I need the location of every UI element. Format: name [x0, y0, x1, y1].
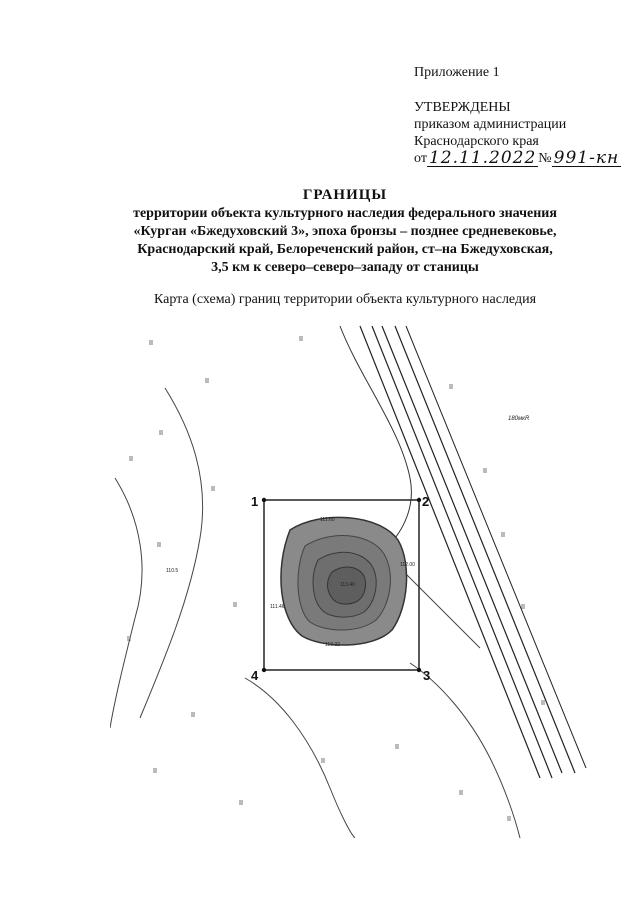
road-line: [406, 326, 586, 768]
boundary-point-3: [417, 668, 421, 672]
elevation-mark: 112.22: [325, 642, 340, 648]
corner-label: 4: [251, 668, 259, 683]
heading-line-2: «Курган «Бжедуховский 3», эпоха бронзы – позднее средневековье,: [133, 224, 557, 239]
order-by-label: приказом администрации: [414, 117, 567, 132]
contour-line: [400, 568, 480, 648]
approved-label: УТВЕРЖДЕНЫ: [414, 100, 511, 115]
appendix-label: Приложение 1: [414, 65, 500, 80]
boundary-map: [110, 318, 640, 838]
corner-label: 1: [251, 494, 259, 509]
order-date-number: [414, 150, 634, 167]
heading-line-3: Краснодарский край, Белореченский район, ст–на Бжедуховская,: [137, 242, 553, 257]
from-label: от: [414, 151, 427, 166]
elevation-mark: 111.46: [270, 604, 285, 610]
order-number: 991-кн: [553, 148, 620, 168]
road-label: 180мкR: [508, 416, 530, 422]
document-heading: [60, 186, 630, 277]
map-caption: Карта (схема) границ территории объекта культурного наследия: [153, 292, 537, 307]
region-label: Краснодарского края: [414, 134, 539, 149]
contour-line: [410, 663, 520, 838]
road-line: [395, 326, 575, 773]
heading-line-4: 3,5 км к северо–северо–западу от станицы: [211, 260, 479, 275]
elevation-mark: 111.60: [320, 517, 335, 523]
boundary-point-2: [417, 498, 421, 502]
contour-line: [245, 678, 355, 838]
elevation-mark: 112.00: [400, 562, 415, 568]
approval-block: [414, 64, 634, 167]
contour-line: [140, 388, 203, 718]
corner-label: 2: [422, 494, 430, 509]
map-drawing: [110, 318, 640, 838]
order-date: 12.11.2022: [428, 148, 537, 168]
corner-label: 3: [423, 668, 431, 683]
heading-title: ГРАНИЦЫ: [302, 187, 388, 203]
contour-line: [110, 478, 142, 728]
road-line: [382, 326, 562, 773]
number-label: №: [538, 151, 552, 166]
boundary-point-4: [262, 668, 266, 672]
heading-line-1: территории объекта культурного наследия федерального значения: [133, 206, 557, 221]
elevation-mark: 113.40: [340, 582, 355, 588]
elevation-mark: 110.5: [166, 568, 179, 574]
boundary-point-1: [262, 498, 266, 502]
